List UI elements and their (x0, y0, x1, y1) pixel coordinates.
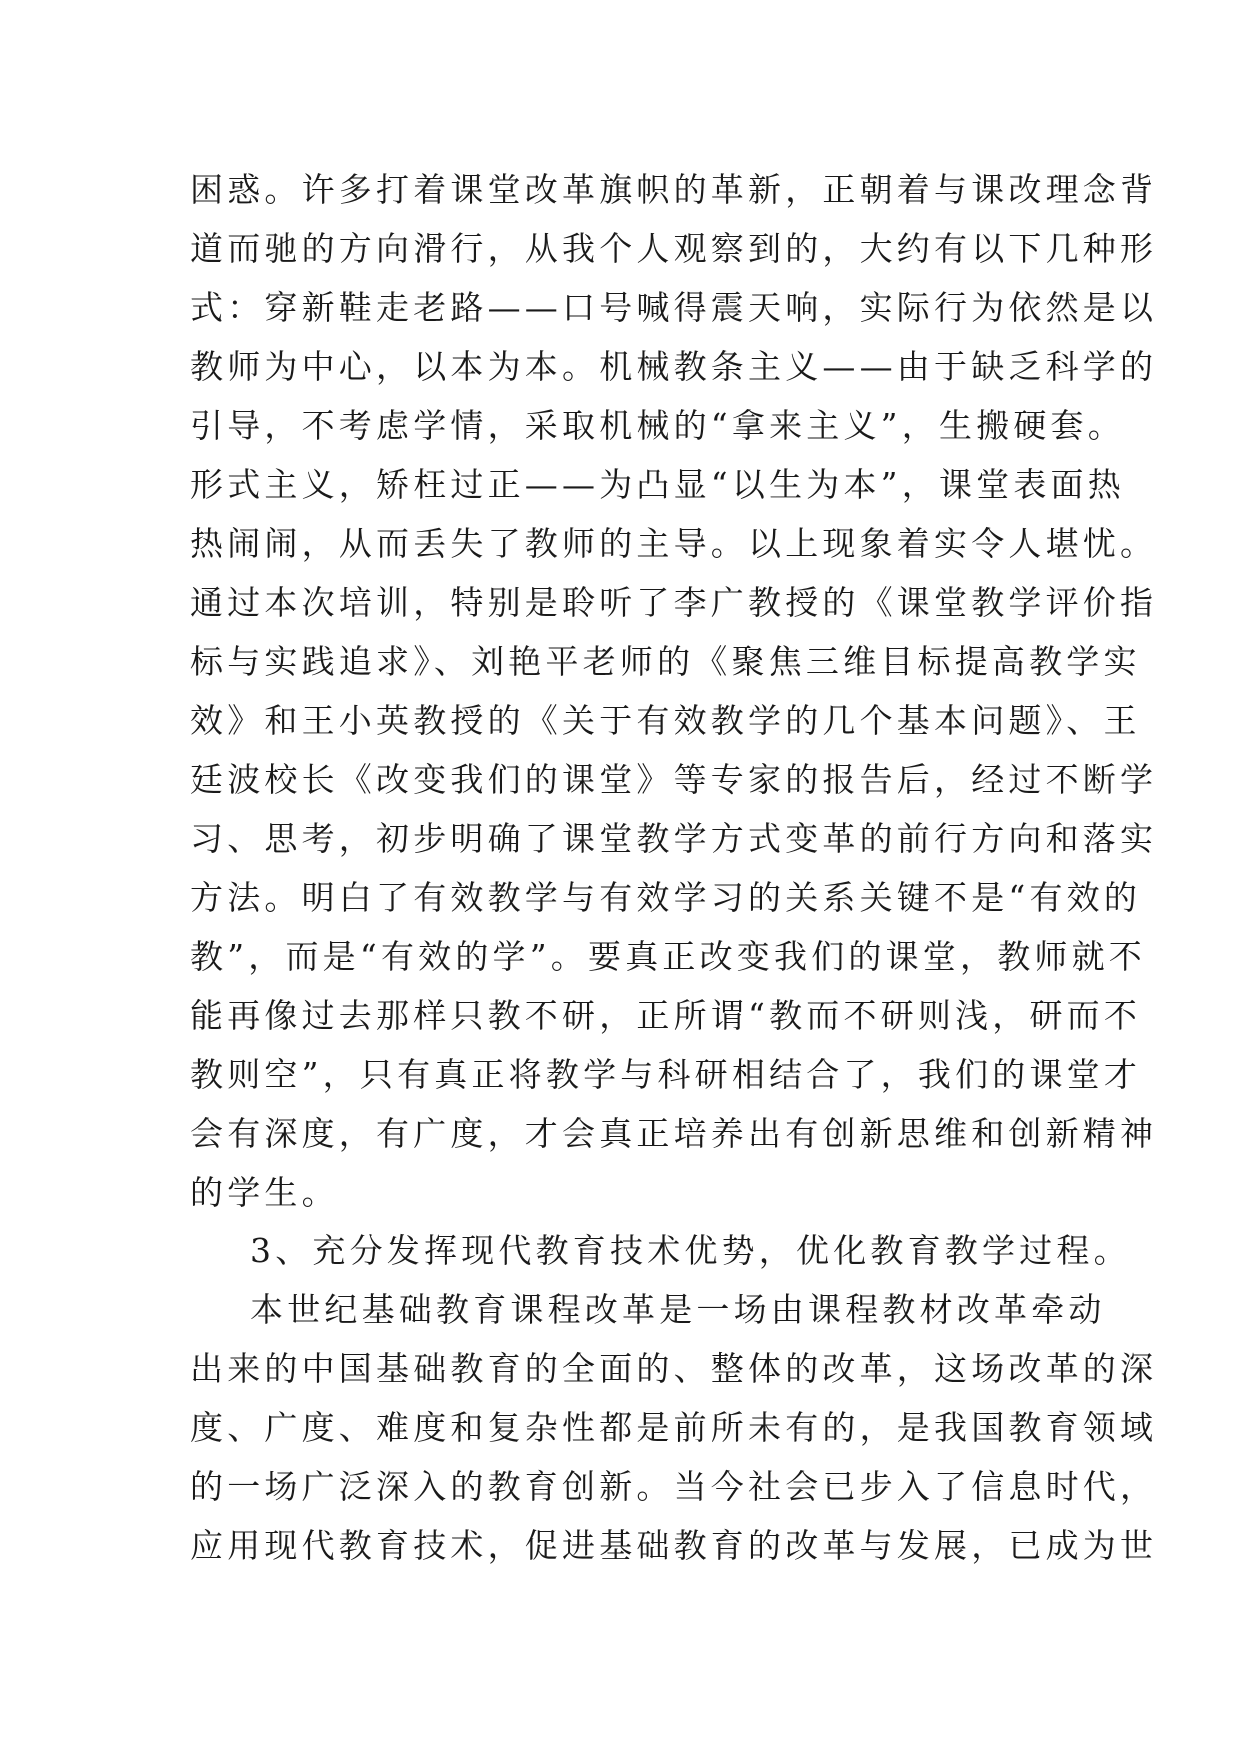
text-line: 方法。明白了有效教学与有效学习的关系关键不是“有效的 (190, 878, 1142, 917)
text-line: 形式主义，矫枉过正——为凸显“以生为本”，课堂表面热 (190, 465, 1125, 504)
text-line: 廷波校长《改变我们的课堂》等专家的报告后，经过不断学 (190, 760, 1158, 799)
paragraph-continuation (190, 160, 1158, 1222)
text-line: 会有深度，有广度，才会真正培养出有创新思维和创新精神 (190, 1114, 1158, 1153)
text-line: 标与实践追求》、刘艳平老师的《聚焦三维目标提高教学实 (190, 642, 1141, 681)
text-line: 热闹闹，从而丢失了教师的主导。以上现象着实令人堪忧。 (190, 524, 1158, 563)
text-line: 习、思考，初步明确了课堂教学方式变革的前行方向和落实 (190, 819, 1158, 858)
text-line: 的一场广泛深入的教育创新。当今社会已步入了信息时代， (190, 1467, 1158, 1506)
text-line: 本世纪基础教育课程改革是一场由课程教材改革牵动 (250, 1290, 1106, 1329)
text-line: 困惑。许多打着课堂改革旗帜的革新，正朝着与课改理念背 (190, 170, 1158, 209)
text-line: 能再像过去那样只教不研，正所谓“教而不研则浅，研而不 (190, 996, 1142, 1035)
text-line: 式：穿新鞋走老路——口号喊得震天响，实际行为依然是以 (190, 288, 1158, 327)
text-line: 引导，不考虑学情，采取机械的“拿来主义”，生搬硬套。 (190, 406, 1125, 445)
section-3 (190, 1221, 1158, 1575)
text-line: 应用现代教育技术，促进基础教育的改革与发展，已成为世 (190, 1526, 1158, 1565)
text-line: 教”，而是“有效的学”。要真正改变我们的课堂，教师就不 (190, 937, 1147, 976)
text-line: 出来的中国基础教育的全面的、整体的改革，这场改革的深 (190, 1349, 1158, 1388)
text-line: 道而驰的方向滑行，从我个人观察到的，大约有以下几种形 (190, 229, 1158, 268)
text-line: 的学生。 (190, 1173, 339, 1212)
text-line: 度、广度、难度和复杂性都是前所未有的，是我国教育领域 (190, 1408, 1158, 1447)
text-line: 通过本次培训，特别是聆听了李广教授的《课堂教学评价指 (190, 583, 1158, 622)
text-line: 教则空”，只有真正将教学与科研相结合了，我们的课堂才 (190, 1055, 1142, 1094)
text-line: 效》和王小英教授的《关于有效教学的几个基本问题》、王 (190, 701, 1141, 740)
section-heading: 3、充分发挥现代教育技术优势，优化教育教学过程。 (250, 1231, 1131, 1270)
text-line: 教师为中心，以本为本。机械教条主义——由于缺乏科学的 (190, 347, 1158, 386)
